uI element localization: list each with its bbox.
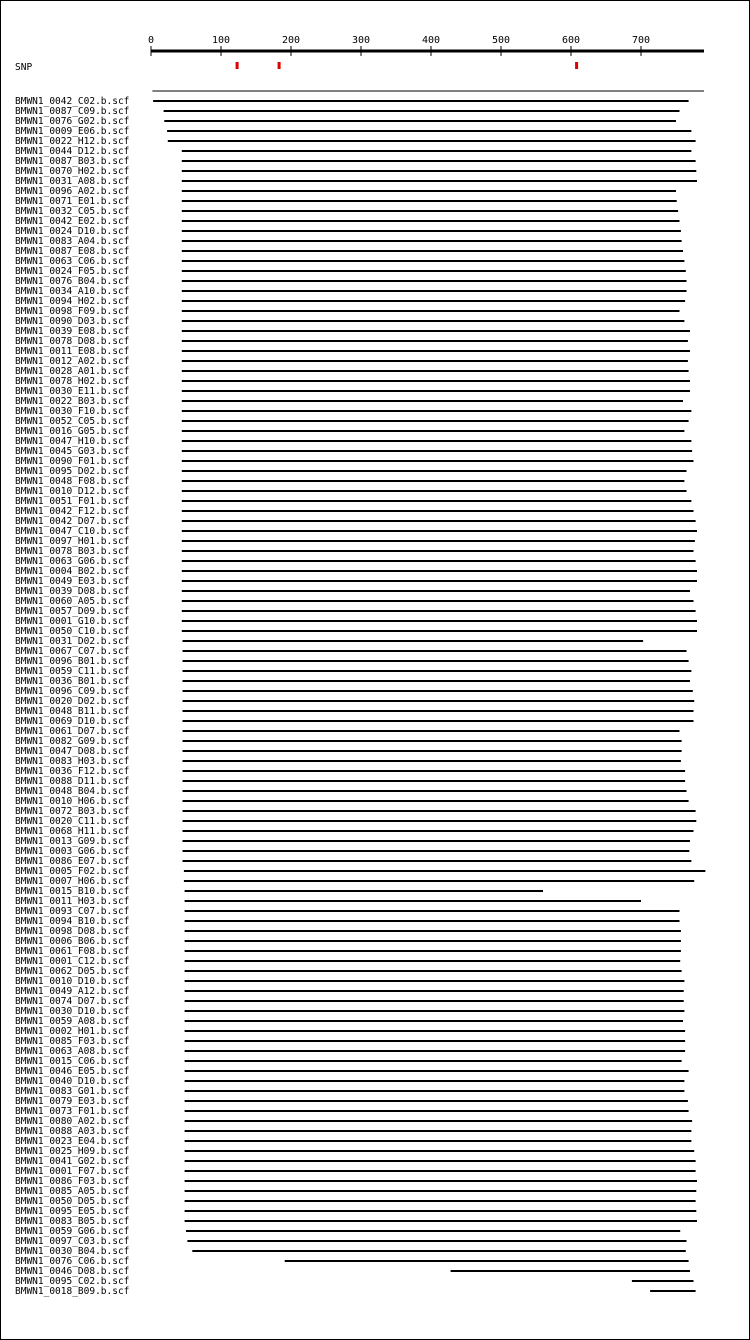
read-label: BMWN1_0052_C05.b.scf [15, 416, 130, 427]
read-label: BMWN1_0050_D05.b.scf [15, 1196, 130, 1207]
read-label: BMWN1_0082_G09.b.scf [15, 736, 130, 747]
read-label: BMWN1_0022_H12.b.scf [15, 136, 130, 147]
read-label: BMWN1_0024_F05.b.scf [15, 266, 130, 277]
read-label: BMWN1_0090_D03.b.scf [15, 316, 130, 327]
read-label: BMWN1_0051_F01.b.scf [15, 496, 130, 507]
read-label: BMWN1_0069_D10.b.scf [15, 716, 130, 727]
read-label: BMWN1_0071_E01.b.scf [15, 196, 130, 207]
read-label: BMWN1_0087_C09.b.scf [15, 106, 130, 117]
read-label: BMWN1_0048_F08.b.scf [15, 476, 130, 487]
snp-marker [236, 62, 239, 69]
read-label: BMWN1_0049_E03.b.scf [15, 576, 130, 587]
read-label: BMWN1_0059_G06.b.scf [15, 1226, 130, 1237]
read-label: BMWN1_0009_E06.b.scf [15, 126, 130, 137]
read-label: BMWN1_0057_D09.b.scf [15, 606, 130, 617]
ruler-tick-label: 300 [351, 35, 371, 46]
read-label: BMWN1_0011_H03.b.scf [15, 896, 130, 907]
read-label: BMWN1_0063_A08.b.scf [15, 1046, 130, 1057]
read-label: BMWN1_0063_G06.b.scf [15, 556, 130, 567]
read-label: BMWN1_0030_D10.b.scf [15, 1006, 130, 1017]
read-label: BMWN1_0080_A02.b.scf [15, 1116, 130, 1127]
read-label: BMWN1_0045_G03.b.scf [15, 446, 130, 457]
read-label: BMWN1_0020_D02.b.scf [15, 696, 130, 707]
read-label: BMWN1_0061_D07.b.scf [15, 726, 130, 737]
read-label: BMWN1_0015_C06.b.scf [15, 1056, 130, 1067]
read-label: BMWN1_0095_C02.b.scf [15, 1276, 130, 1287]
read-label: BMWN1_0047_D08.b.scf [15, 746, 130, 757]
read-label: BMWN1_0030_F10.b.scf [15, 406, 130, 417]
read-label: BMWN1_0047_H10.b.scf [15, 436, 130, 447]
read-label: BMWN1_0087_E08.b.scf [15, 246, 130, 257]
read-label: BMWN1_0032_C05.b.scf [15, 206, 130, 217]
read-label: BMWN1_0098_F09.b.scf [15, 306, 130, 317]
read-label: BMWN1_0097_H01.b.scf [15, 536, 130, 547]
read-label: BMWN1_0086_E07.b.scf [15, 856, 130, 867]
read-label: BMWN1_0042_C02.b.scf [15, 96, 130, 107]
read-label: BMWN1_0063_C06.b.scf [15, 256, 130, 267]
ruler-tick-label: 400 [421, 35, 441, 46]
read-label: BMWN1_0078_D08.b.scf [15, 336, 130, 347]
read-label: BMWN1_0006_B06.b.scf [15, 936, 130, 947]
read-label: BMWN1_0083_A04.b.scf [15, 236, 130, 247]
ruler-tick-label: 100 [211, 35, 231, 46]
read-label: BMWN1_0059_C11.b.scf [15, 666, 130, 677]
read-label: BMWN1_0022_B03.b.scf [15, 396, 130, 407]
read-label: BMWN1_0076_C06.b.scf [15, 1256, 130, 1267]
read-label: BMWN1_0061_F08.b.scf [15, 946, 130, 957]
ruler-tick-label: 0 [147, 35, 155, 46]
read-label: BMWN1_0025_H09.b.scf [15, 1146, 130, 1157]
read-label: BMWN1_0094_B10.b.scf [15, 916, 130, 927]
read-label: BMWN1_0036_B01.b.scf [15, 676, 130, 687]
read-label: BMWN1_0062_D05.b.scf [15, 966, 130, 977]
read-label: BMWN1_0047_C10.b.scf [15, 526, 130, 537]
read-label: BMWN1_0095_E05.b.scf [15, 1206, 130, 1217]
read-label: BMWN1_0097_C03.b.scf [15, 1236, 130, 1247]
read-label: BMWN1_0048_B04.b.scf [15, 786, 130, 797]
reads-track [15, 96, 705, 1297]
read-label: BMWN1_0030_B04.b.scf [15, 1246, 130, 1257]
read-label: BMWN1_0042_F12.b.scf [15, 506, 130, 517]
read-label: BMWN1_0005_F02.b.scf [15, 866, 130, 877]
read-label: BMWN1_0042_D07.b.scf [15, 516, 130, 527]
read-label: BMWN1_0028_A01.b.scf [15, 366, 130, 377]
read-label: BMWN1_0088_D11.b.scf [15, 776, 130, 787]
read-label: BMWN1_0059_A08.b.scf [15, 1016, 130, 1027]
read-label: BMWN1_0016_G05.b.scf [15, 426, 130, 437]
read-label: BMWN1_0023_E04.b.scf [15, 1136, 130, 1147]
snp-track [15, 62, 578, 73]
read-label: BMWN1_0067_C07.b.scf [15, 646, 130, 657]
read-label: BMWN1_0076_G02.b.scf [15, 116, 130, 127]
read-label: BMWN1_0049_A12.b.scf [15, 986, 130, 997]
ruler-tick-label: 600 [561, 35, 581, 46]
read-label: BMWN1_0046_D08.b.scf [15, 1266, 130, 1277]
read-label: BMWN1_0001_G10.b.scf [15, 616, 130, 627]
read-label: BMWN1_0068_H11.b.scf [15, 826, 130, 837]
read-label: BMWN1_0013_G09.b.scf [15, 836, 130, 847]
read-label: BMWN1_0041_G02.b.scf [15, 1156, 130, 1167]
read-label: BMWN1_0073_F01.b.scf [15, 1106, 130, 1117]
read-label: BMWN1_0040_D10.b.scf [15, 1076, 130, 1087]
read-label: BMWN1_0031_A08.b.scf [15, 176, 130, 187]
read-alignment-diagram [1, 1, 749, 1339]
read-label: BMWN1_0083_G01.b.scf [15, 1086, 130, 1097]
read-label: BMWN1_0039_E08.b.scf [15, 326, 130, 337]
read-label: BMWN1_0098_D08.b.scf [15, 926, 130, 937]
read-label: BMWN1_0031_D02.b.scf [15, 636, 130, 647]
read-label: BMWN1_0093_C07.b.scf [15, 906, 130, 917]
read-label: BMWN1_0074_D07.b.scf [15, 996, 130, 1007]
snp-track-label: SNP [15, 62, 33, 73]
read-label: BMWN1_0088_A03.b.scf [15, 1126, 130, 1137]
ruler-tick-label: 700 [631, 35, 651, 46]
read-label: BMWN1_0078_H02.b.scf [15, 376, 130, 387]
read-label: BMWN1_0010_D10.b.scf [15, 976, 130, 987]
read-label: BMWN1_0012_A02.b.scf [15, 356, 130, 367]
read-label: BMWN1_0001_F07.b.scf [15, 1166, 130, 1177]
read-label: BMWN1_0060_A05.b.scf [15, 596, 130, 607]
read-label: BMWN1_0085_A05.b.scf [15, 1186, 130, 1197]
read-label: BMWN1_0010_D12.b.scf [15, 486, 130, 497]
read-label: BMWN1_0076_B04.b.scf [15, 276, 130, 287]
snp-marker [575, 62, 578, 69]
read-label: BMWN1_0086_F03.b.scf [15, 1176, 130, 1187]
read-label: BMWN1_0083_B05.b.scf [15, 1216, 130, 1227]
ruler-tick-label: 200 [281, 35, 301, 46]
read-label: BMWN1_0096_B01.b.scf [15, 656, 130, 667]
read-label: BMWN1_0010_H06.b.scf [15, 796, 130, 807]
read-label: BMWN1_0030_E11.b.scf [15, 386, 130, 397]
read-label: BMWN1_0036_F12.b.scf [15, 766, 130, 777]
read-label: BMWN1_0001_C12.b.scf [15, 956, 130, 967]
read-label: BMWN1_0020_C11.b.scf [15, 816, 130, 827]
read-label: BMWN1_0087_B03.b.scf [15, 156, 130, 167]
read-label: BMWN1_0085_F03.b.scf [15, 1036, 130, 1047]
read-label: BMWN1_0090_F01.b.scf [15, 456, 130, 467]
read-label: BMWN1_0044_D12.b.scf [15, 146, 130, 157]
read-label: BMWN1_0096_A02.b.scf [15, 186, 130, 197]
read-label: BMWN1_0039_D08.b.scf [15, 586, 130, 597]
read-label: BMWN1_0096_C09.b.scf [15, 686, 130, 697]
read-label: BMWN1_0011_E08.b.scf [15, 346, 130, 357]
read-label: BMWN1_0094_H02.b.scf [15, 296, 130, 307]
read-label: BMWN1_0048_B11.b.scf [15, 706, 130, 717]
read-label: BMWN1_0024_D10.b.scf [15, 226, 130, 237]
read-label: BMWN1_0078_B03.b.scf [15, 546, 130, 557]
read-label: BMWN1_0070_H02.b.scf [15, 166, 130, 177]
snp-marker [278, 62, 281, 69]
read-label: BMWN1_0072_B03.b.scf [15, 806, 130, 817]
read-label: BMWN1_0003_G06.b.scf [15, 846, 130, 857]
read-label: BMWN1_0095_D02.b.scf [15, 466, 130, 477]
position-ruler [148, 35, 704, 56]
read-label: BMWN1_0046_E05.b.scf [15, 1066, 130, 1077]
read-label: BMWN1_0002_H01.b.scf [15, 1026, 130, 1037]
read-label: BMWN1_0034_A10.b.scf [15, 286, 130, 297]
read-label: BMWN1_0050_C10.b.scf [15, 626, 130, 637]
read-label: BMWN1_0004_B02.b.scf [15, 566, 130, 577]
ruler-tick-label: 500 [491, 35, 511, 46]
read-label: BMWN1_0018_B09.b.scf [15, 1286, 130, 1297]
read-label: BMWN1_0083_H03.b.scf [15, 756, 130, 767]
read-label: BMWN1_0015_B10.b.scf [15, 886, 130, 897]
read-label: BMWN1_0007_H06.b.scf [15, 876, 130, 887]
read-label: BMWN1_0079_E03.b.scf [15, 1096, 130, 1107]
read-label: BMWN1_0042_E02.b.scf [15, 216, 130, 227]
